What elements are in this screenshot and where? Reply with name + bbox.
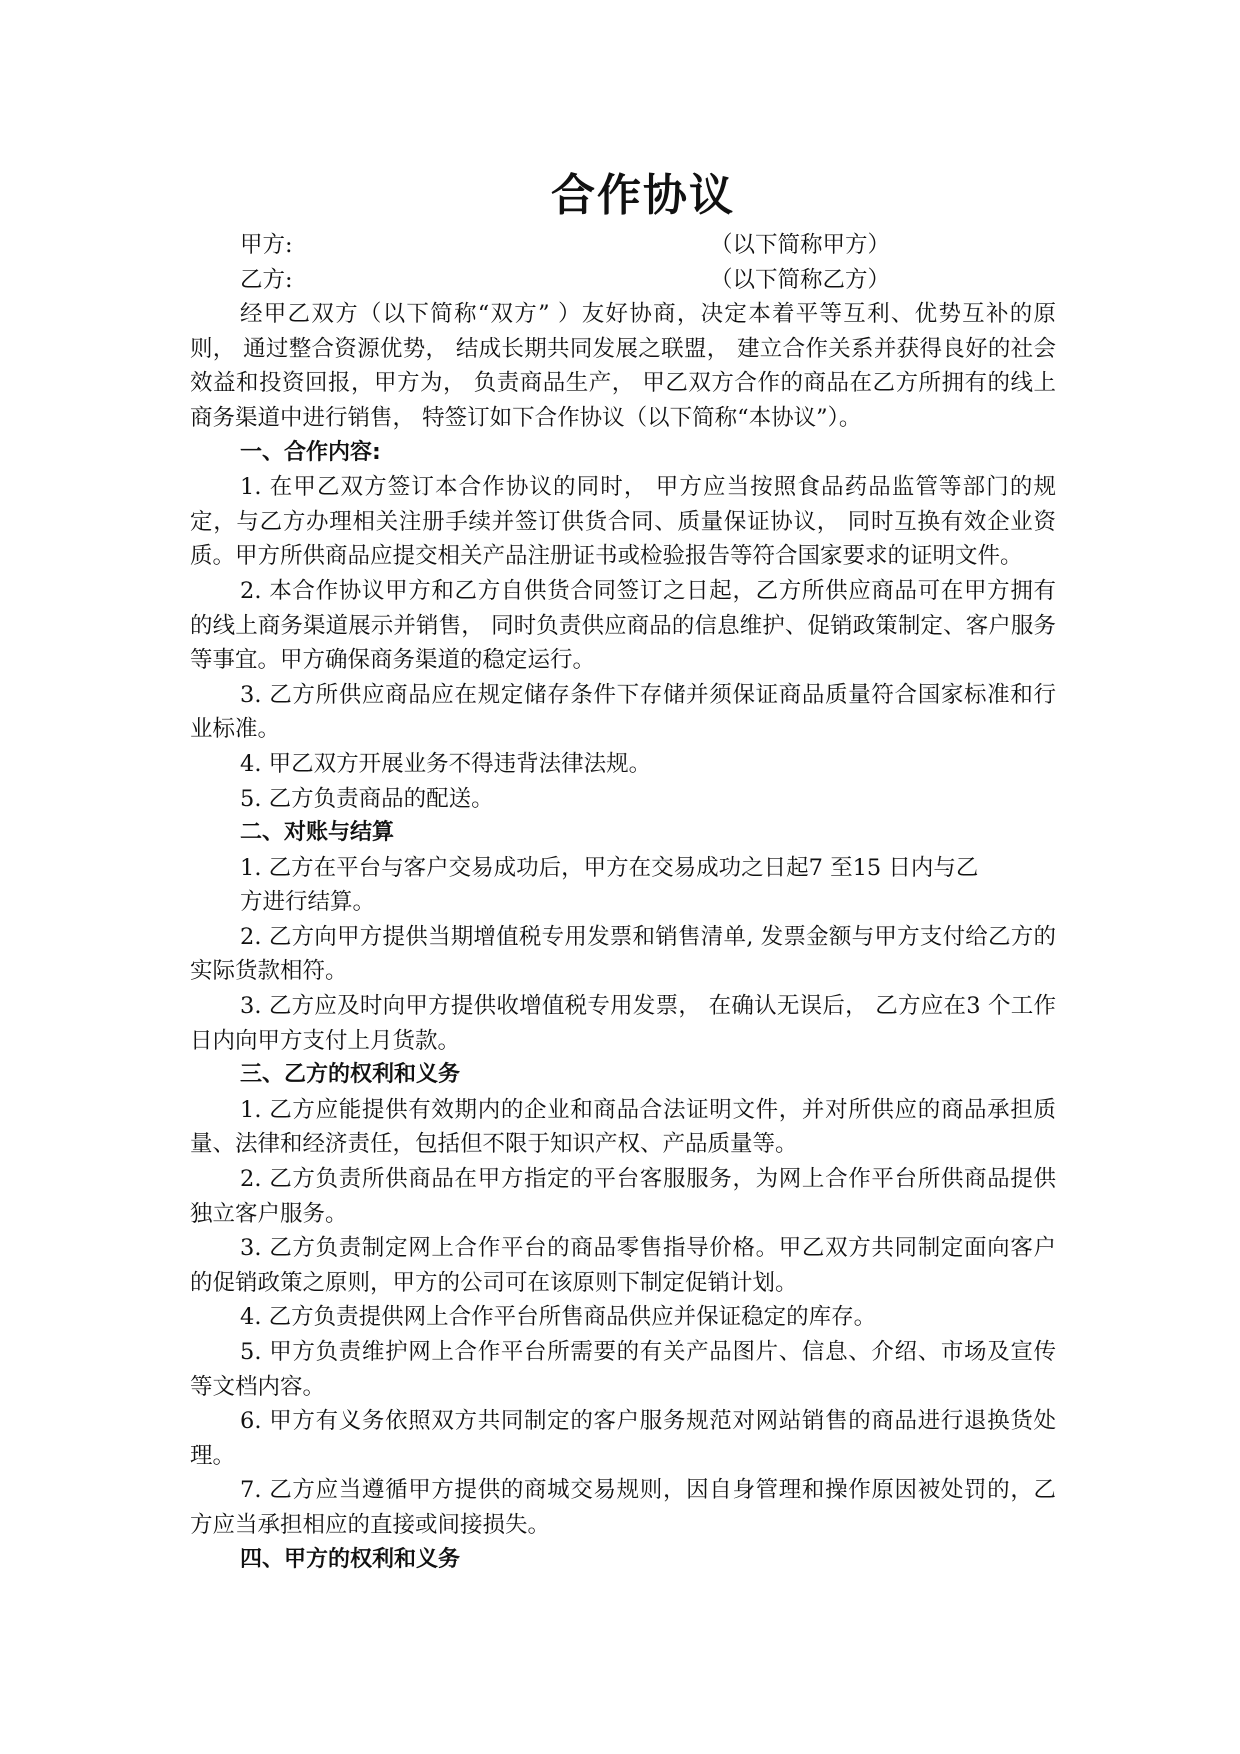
clause-1-5: 5. 乙方负责商品的配送。 <box>240 785 494 812</box>
clause-3-7: 7. 乙方应当遵循甲方提供的商城交易规则，因自身管理和操作原因被处罚的，乙方应当承担相应的直接或间接损失。 <box>190 1477 1056 1538</box>
clause-3-3: 3. 乙方负责制定网上合作平台的商品零售指导价格。甲乙双方共同制定面向客户的促销政策之原则，甲方的公司可在该原则下制定促销计划。 <box>190 1235 1056 1296</box>
clause-1-4: 4. 甲乙双方开展业务不得违背法律法规。 <box>240 750 652 777</box>
clause-2-1: 1. 乙方在平台与客户交易成功后，甲方在交易成功之日起7 至15 日内与乙 <box>240 854 979 881</box>
section-heading-cooperation: 一、合作内容: <box>240 439 381 465</box>
party-b-label: 乙方: <box>240 266 293 293</box>
section-heading-party-a-rights: 四、甲方的权利和义务 <box>240 1546 461 1572</box>
document-page <box>190 168 1056 1577</box>
clause-3-2: 2. 乙方负责所供商品在甲方指定的平台客服服务，为网上合作平台所供商品提供独立客户服务。 <box>190 1166 1056 1227</box>
party-a-line <box>190 228 1056 263</box>
section-heading-settlement: 二、对账与结算 <box>240 820 395 846</box>
clause-3-6: 6. 甲方有义务依照双方共同制定的客户服务规范对网站销售的商品进行退换货处理。 <box>190 1408 1056 1469</box>
clause-2-2: 2. 乙方向甲方提供当期增值税专用发票和销售清单, 发票金额与甲方支付给乙方的实际货款相符。 <box>190 923 1056 985</box>
party-b-line <box>190 263 1056 298</box>
clause-2-1-continuation: 方进行结算。 <box>240 889 376 916</box>
clause-1-3: 3. 乙方所供应商品应在规定储存条件下存储并须保证商品质量符合国家标准和行业标准。 <box>190 681 1056 743</box>
party-b-note: （以下简称乙方） <box>710 266 891 293</box>
clause-3-1: 1. 乙方应能提供有效期内的企业和商品合法证明文件，并对所供应的商品承担质量、法律和经济责任，包括但不限于知识产权、产品质量等。 <box>190 1096 1056 1158</box>
party-a-label: 甲方: <box>240 232 293 258</box>
clause-2-3: 3. 乙方应及时向甲方提供收增值税专用发票， 在确认无误后， 乙方应在3 个工作日内向甲方支付上月货款。 <box>190 993 1056 1054</box>
clause-3-4: 4. 乙方负责提供网上合作平台所售商品供应并保证稳定的库存。 <box>240 1304 877 1331</box>
document-title: 合作协议 <box>551 170 735 221</box>
clause-3-5: 5. 甲方负责维护网上合作平台所需要的有关产品图片、信息、介绍、市场及宣传等文档内容。 <box>190 1339 1056 1400</box>
party-a-note: （以下简称甲方） <box>710 232 891 258</box>
clause-1-1: 1. 在甲乙双方签订本合作协议的同时， 甲方应当按照食品药品监管等部门的规定，与乙方办理相关注册手续并签订供货合同、质量保证协议， 同时互换有效企业资质。甲方所供商品应提交相关产品注册证书或检验报告等符合国家要求的证明文件。 <box>190 474 1056 570</box>
clause-1-2: 2. 本合作协议甲方和乙方自供货合同签订之日起，乙方所供应商品可在甲方拥有的线上商务渠道展示并销售， 同时负责供应商品的信息维护、促销政策制定、客户服务等事宜。甲方确保商务渠道的稳定运行。 <box>190 577 1056 674</box>
section-heading-party-b-rights: 三、乙方的权利和义务 <box>240 1062 461 1088</box>
intro-paragraph: 经甲乙双方（以下简称“双方” ）友好协商，决定本着平等互利、优势互补的原则， 通过整合资源优势， 结成长期共同发展之联盟， 建立合作关系并获得良好的社会效益和投资回报，甲方为， 负责商品生产， 甲乙双方合作的商品在乙方所拥有的线上商务渠道中进行销售， 特签订如下合作协议（以下简称“本协议”）。 <box>190 301 1056 431</box>
